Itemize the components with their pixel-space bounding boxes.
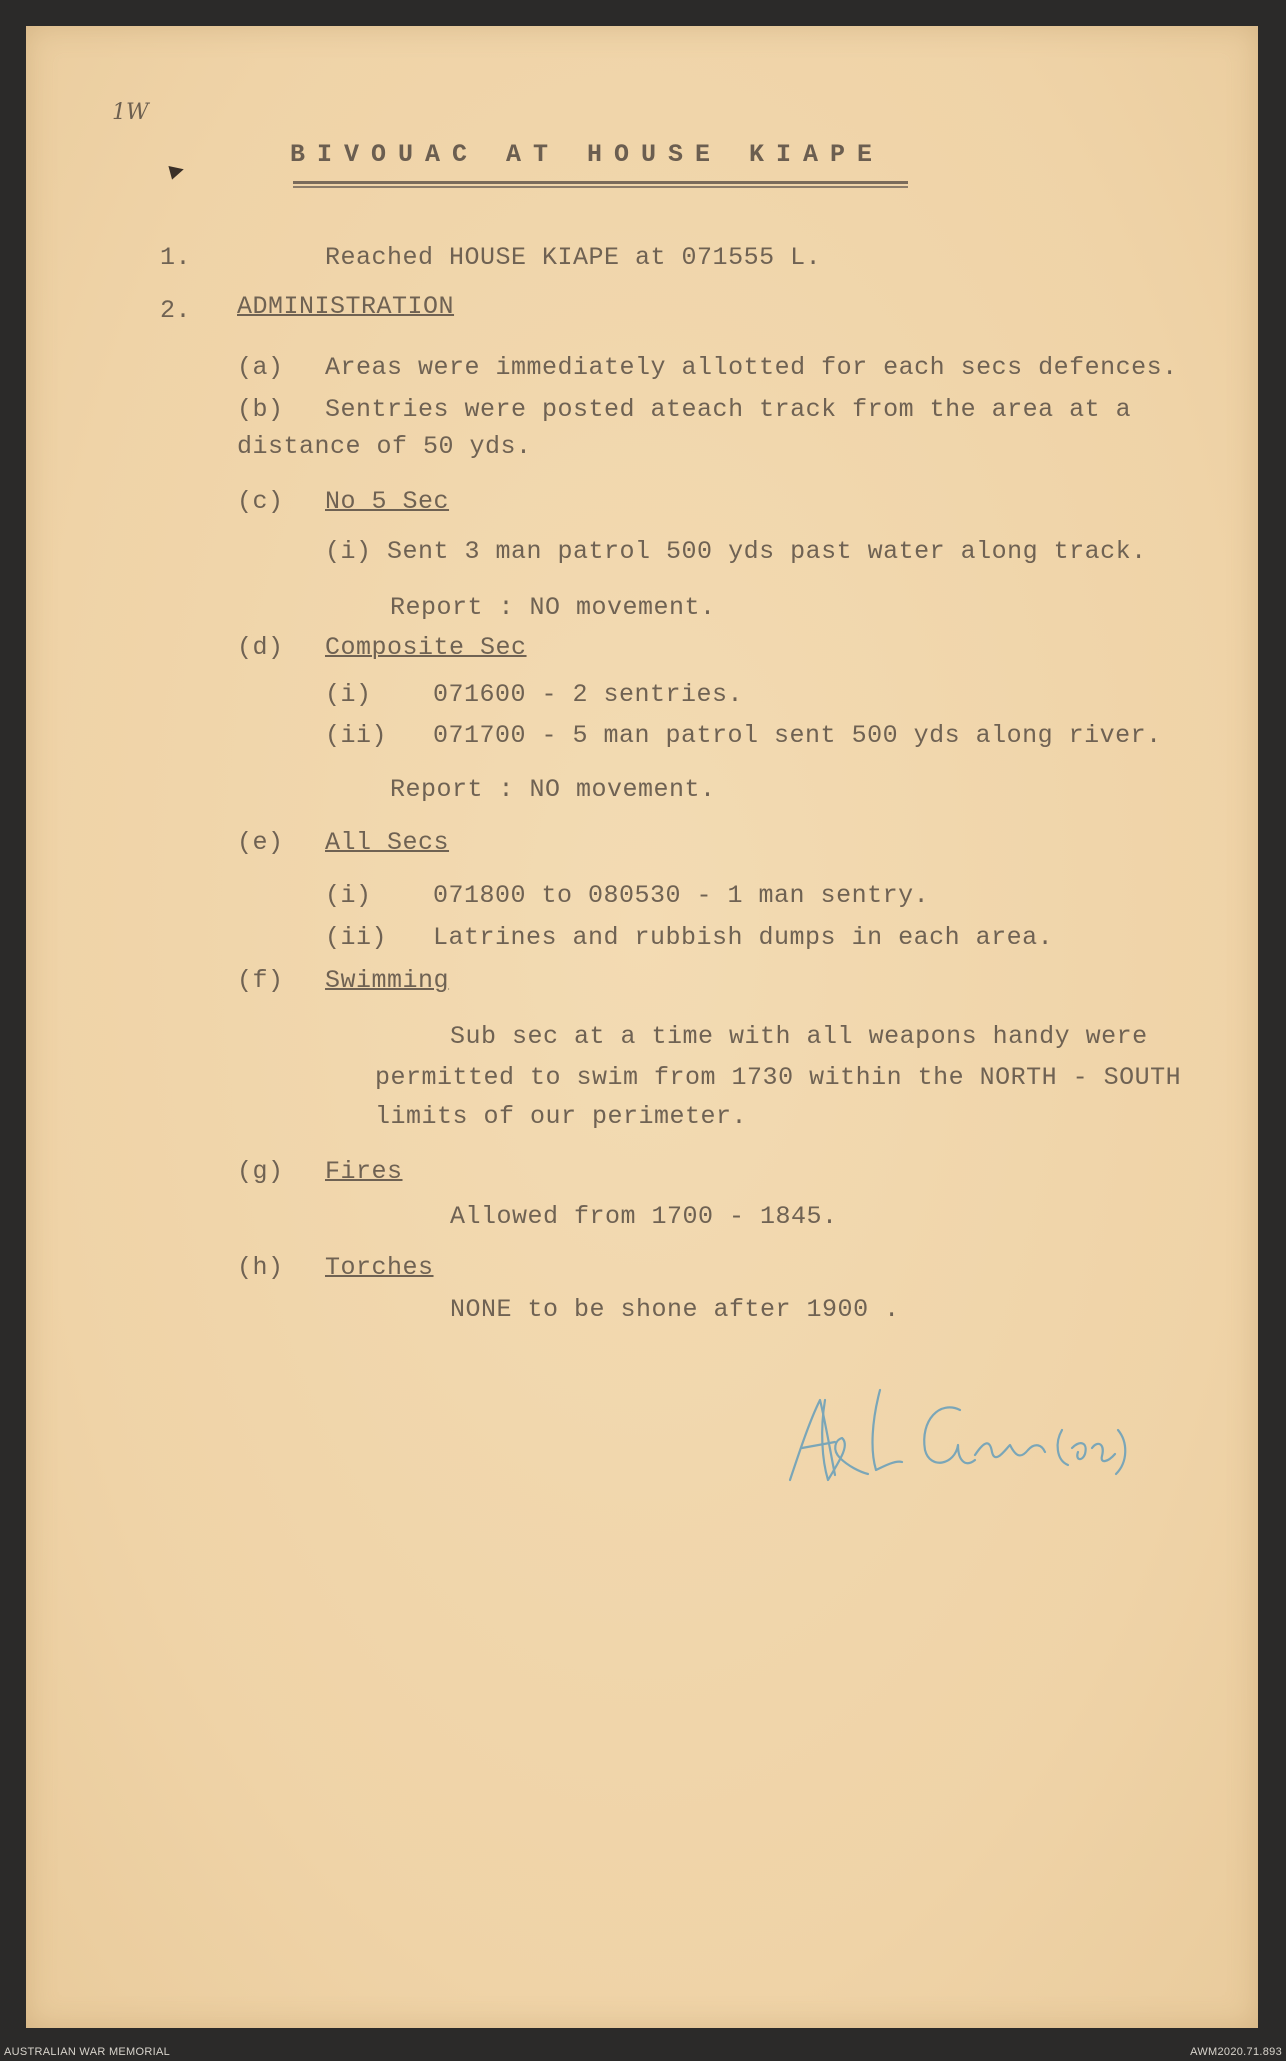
handwritten-signature: [780, 1370, 1140, 1510]
item-c-report: Report : NO movement.: [390, 593, 716, 622]
item-e-label: (e): [237, 828, 284, 857]
item-c-label: (c): [237, 487, 284, 516]
item-a-label: (a): [237, 353, 284, 382]
item-f-heading: Swimming: [325, 966, 450, 995]
item-d-ii-text: 071700 - 5 man patrol sent 500 yds along river.: [433, 721, 1162, 750]
item-e-ii-label: (ii): [325, 923, 388, 952]
item-d-label: (d): [237, 633, 284, 662]
item-g-label: (g): [237, 1157, 284, 1186]
item-g-heading: Fires: [325, 1157, 403, 1186]
footer-source: AUSTRALIAN WAR MEMORIAL: [4, 2046, 171, 2058]
item-b-label: (b): [237, 395, 284, 424]
title-underline: [293, 181, 908, 184]
item-f-text-line1: Sub sec at a time with all weapons handy were: [450, 1022, 1148, 1051]
corner-handwritten-mark: 1W: [112, 100, 149, 125]
item-e-i-text: 071800 to 080530 - 1 man sentry.: [433, 881, 930, 910]
item-h-heading: Torches: [325, 1253, 434, 1282]
title-underline-second: [293, 186, 908, 188]
document-title: BIVOUAC AT HOUSE KIAPE: [290, 140, 885, 169]
item-d-report: Report : NO movement.: [390, 775, 716, 804]
item-c-i-text: (i) Sent 3 man patrol 500 yds past water along track.: [325, 537, 1147, 566]
item-e-heading: All Secs: [325, 828, 450, 857]
para-1-text: Reached HOUSE KIAPE at 071555 L.: [325, 243, 822, 272]
item-f-text-line2: permitted to swim from 1730 within the NORTH - SOUTH: [375, 1063, 1182, 1092]
para-2-number: 2.: [160, 296, 192, 325]
item-g-text: Allowed from 1700 - 1845.: [450, 1202, 838, 1231]
item-d-ii-label: (ii): [325, 721, 388, 750]
item-b-text-line1: Sentries were posted ateach track from the area at a: [325, 395, 1132, 424]
footer-accession-number: AWM2020.71.893: [1190, 2046, 1282, 2058]
item-e-ii-text: Latrines and rubbish dumps in each area.: [433, 923, 1054, 952]
item-d-i-label: (i): [325, 680, 372, 709]
item-f-label: (f): [237, 966, 284, 995]
item-e-i-label: (i): [325, 881, 372, 910]
para-2-heading: ADMINISTRATION: [237, 292, 455, 321]
item-d-heading: Composite Sec: [325, 633, 527, 662]
item-c-heading: No 5 Sec: [325, 487, 450, 516]
item-h-text: NONE to be shone after 1900 .: [450, 1295, 900, 1324]
item-d-i-text: 071600 - 2 sentries.: [433, 680, 744, 709]
para-1-number: 1.: [160, 243, 192, 272]
item-h-label: (h): [237, 1253, 284, 1282]
item-b-text-line2: distance of 50 yds.: [237, 432, 532, 461]
item-f-text-line3: limits of our perimeter.: [375, 1102, 748, 1131]
item-a-text: Areas were immediately allotted for each secs defences.: [325, 353, 1178, 382]
